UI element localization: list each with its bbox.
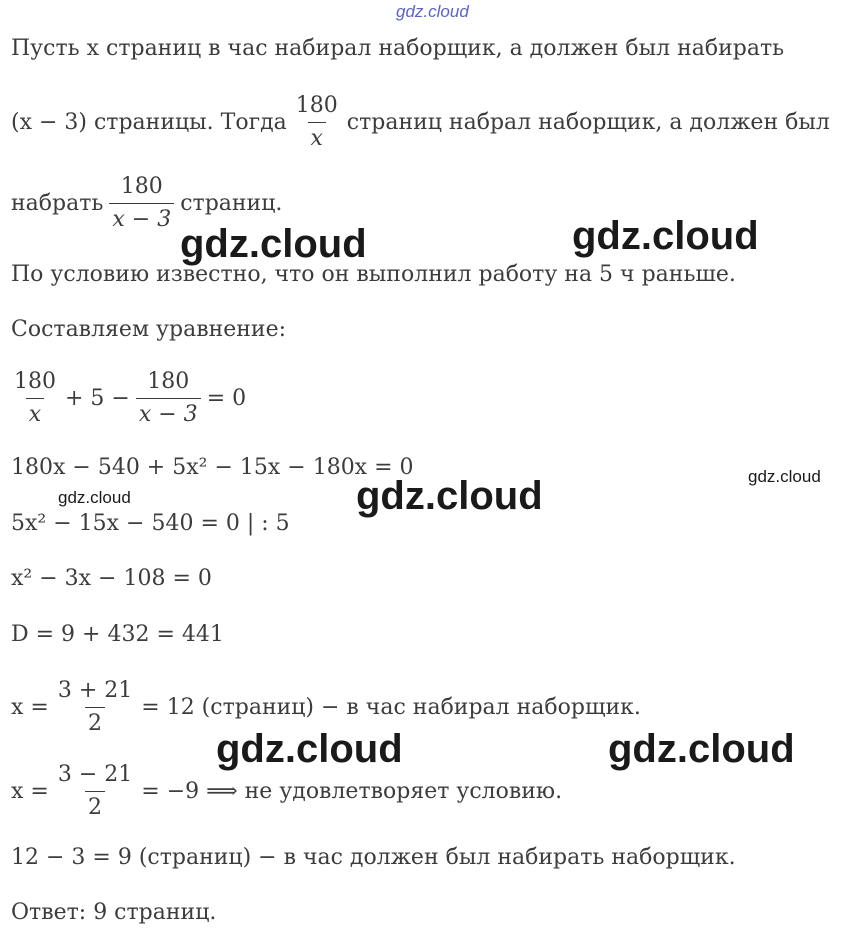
fraction-numerator: 3 + 21 [57,678,133,703]
equation-2: 180x − 540 + 5x² − 15x − 180x = 0 [11,455,414,480]
text-line-5: Составляем уравнение: [11,317,287,342]
equation-1-middle: + 5 − [65,385,130,411]
watermark: gdz.cloud [572,214,759,258]
text-line-3-start: набрать [11,190,104,216]
equation-4: x² − 3x − 108 = 0 [11,566,212,591]
equation-3: 5x² − 15x − 540 = 0 | : 5 [11,511,290,536]
fraction-180-over-x [11,368,59,429]
watermark-top: gdz.cloud [396,2,469,21]
equation-7-end: = −9 ⟹ не удовлетворяет условию. [141,778,563,804]
watermark: gdz.cloud [216,727,403,771]
fraction-180-over-x-minus-3 [136,368,201,429]
equation-6-end: = 12 (страниц) − в час набирал наборщик. [141,694,641,720]
fraction-numerator: 180 [295,93,338,118]
watermark: gdz.cloud [748,467,821,486]
fraction-denominator: x [26,398,44,429]
fraction-180-over-x-minus-3 [109,173,174,234]
fraction-denominator: 2 [85,791,105,822]
text-line-2-start: (x − 3) страницы. Тогда [11,109,287,135]
watermark: gdz.cloud [58,488,131,507]
watermark: gdz.cloud [356,474,543,518]
fraction-denominator: 2 [85,707,105,738]
text-line-2 [11,92,830,153]
text-line-3-end: страниц. [180,190,283,216]
equation-6-start: x = [11,694,49,720]
fraction-3-minus-21-over-2 [55,761,135,822]
fraction-180-over-x [293,92,341,153]
equation-7-start: x = [11,778,49,804]
fraction-denominator: x − 3 [136,398,201,429]
equation-8: 12 − 3 = 9 (страниц) − в час должен был набирать наборщик. [11,845,736,870]
fraction-denominator: x [308,122,326,153]
equation-1-end: = 0 [206,385,247,411]
equation-1 [11,368,246,429]
fraction-numerator: 3 − 21 [57,762,133,787]
fraction-numerator: 180 [14,369,56,394]
equation-5: D = 9 + 432 = 441 [11,622,224,647]
fraction-numerator: 180 [120,174,163,199]
answer-line: Ответ: 9 страниц. [11,900,217,925]
fraction-3-plus-21-over-2 [55,677,135,738]
fraction-numerator: 180 [147,369,190,394]
text-line-2-end: страниц набрал наборщик, а должен был [346,109,830,135]
watermark: gdz.cloud [608,727,795,771]
text-line-4: По условию известно, что он выполнил работу на 5 ч раньше. [11,262,736,287]
watermark: gdz.cloud [180,222,367,266]
text-line-1: Пусть x страниц в час набирал наборщик, а должен был набирать [11,36,785,61]
fraction-denominator: x − 3 [109,203,174,234]
